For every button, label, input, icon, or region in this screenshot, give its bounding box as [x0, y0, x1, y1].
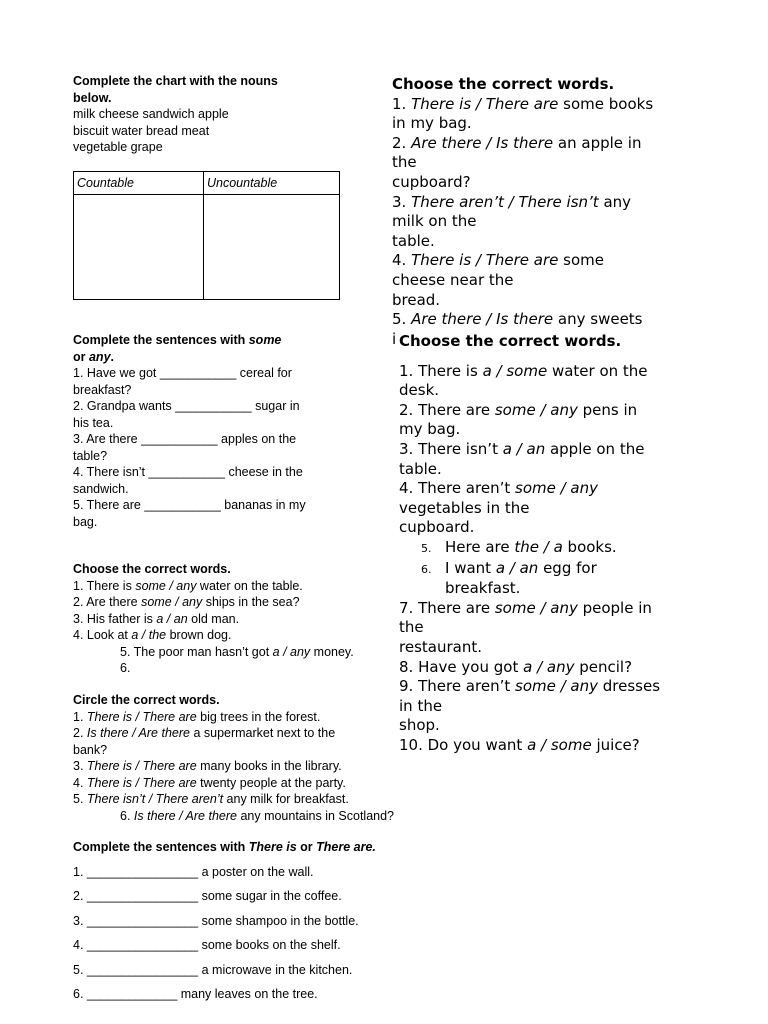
exercise-line: bag.: [73, 514, 98, 529]
exercise-line: 3. There isn’t a / an apple on the: [399, 439, 645, 458]
exercise-line: 3. There is / There are many books in the library.: [73, 759, 342, 773]
section-title: or any.: [73, 349, 115, 364]
exercise-line: desk.: [399, 381, 440, 400]
exercise-line: bread.: [392, 290, 441, 309]
exercise-line: cupboard?: [392, 172, 471, 191]
right-exercise-1: [392, 75, 692, 344]
section-title: Choose the correct words.: [392, 75, 615, 93]
exercise-line: 1. There is / There are some books: [392, 94, 654, 113]
section-title: Choose the correct words.: [399, 332, 622, 350]
exercise-line: 6. Is there / Are there any mountains in Scotland?: [120, 808, 395, 823]
exercise-line: bank?: [73, 742, 108, 757]
exercise-line: cupboard.: [399, 518, 475, 537]
exercise-line: 6. I want a / an egg for: [421, 558, 597, 577]
exercise-line: table?: [73, 448, 108, 463]
exercise-line: 10. Do you want a / some juice?: [399, 735, 640, 754]
exercise-line: 3. His father is a / an old man.: [73, 611, 240, 626]
exercise-line: 1. There is a / some water on the: [399, 361, 648, 380]
exercise-line: 5. There isn’t / There aren’t any milk for breakfast.: [73, 792, 349, 806]
exercise-line: 5. Here are the / a books.: [421, 537, 617, 556]
exercise-line: my bag.: [399, 420, 461, 439]
section-title: below.: [73, 90, 112, 105]
exercise-line: shop.: [399, 716, 440, 735]
exercise-line: 9. There aren’t some / any dresses: [399, 677, 661, 696]
uncountable-header: Uncountable: [204, 172, 340, 195]
exercise-line: 2. There are some / any pens in: [399, 400, 638, 419]
exercise-line: cheese near the: [392, 270, 514, 289]
exercise-line: 3. Are there ___________ apples on the: [73, 432, 297, 446]
exercise-line: 3. ________________ some shampoo in the bottle.: [73, 913, 359, 928]
exercise-line: 6.: [120, 661, 131, 675]
exercise-line: 5. The poor man hasn’t got a / any money.: [120, 644, 354, 659]
exercise-line: 2. Grandpa wants ___________ sugar in: [73, 399, 300, 413]
exercise-line: 4. There is / There are twenty people at the party.: [73, 775, 346, 790]
right-exercise-2: [399, 332, 699, 755]
exercise-line: 5. ________________ a microwave in the kitchen.: [73, 962, 353, 977]
noun-list: biscuit water bread meat: [73, 123, 210, 138]
exercise-line: his tea.: [73, 415, 114, 430]
exercise-line: the: [392, 153, 417, 172]
exercise-line: 3. There aren’t / There isn’t any: [392, 192, 632, 211]
exercise-line: 4. ________________ some books on the shelf.: [73, 938, 341, 952]
exercise-line: 4. Look at a / the brown dog.: [73, 628, 232, 642]
exercise-line: 4. There aren’t some / any: [399, 479, 598, 498]
noun-chart-table: [73, 171, 340, 300]
exercise-line: 7. There are some / any people in: [399, 598, 652, 617]
exercise-line: 1. There is some / any water on the table.: [73, 578, 303, 593]
section-title: Complete the sentences with some: [73, 333, 282, 347]
exercise-line: 5. There are ___________ bananas in my: [73, 498, 306, 512]
exercise-line: table.: [392, 231, 435, 250]
chart-exercise: [73, 73, 393, 156]
there-is-are-exercise: [73, 839, 413, 1003]
exercise-line: restaurant.: [399, 637, 482, 656]
exercise-line: 8. Have you got a / any pencil?: [399, 657, 633, 676]
exercise-line: table.: [399, 459, 442, 478]
exercise-line: vegetables in the: [399, 498, 530, 517]
section-title: Complete the chart with the nouns: [73, 74, 278, 88]
circle-words-exercise: [73, 692, 423, 824]
noun-list: vegetable grape: [73, 140, 163, 154]
exercise-line: 2. Are there / Is there an apple in: [392, 133, 642, 152]
exercise-line: in my bag.: [392, 114, 472, 133]
uncountable-cell[interactable]: [204, 195, 340, 300]
exercise-line: 5. Are there / Is there any sweets: [392, 310, 643, 329]
exercise-line: breakfast.: [445, 579, 521, 598]
exercise-line: 6. _____________ many leaves on the tree.: [73, 987, 318, 1001]
exercise-line: 4. There is / There are some: [392, 251, 604, 270]
exercise-line: 4. There isn’t ___________ cheese in the: [73, 465, 303, 479]
exercise-line: 1. There is / There are big trees in the forest.: [73, 709, 321, 724]
exercise-line: the: [399, 618, 424, 637]
exercise-line: in the: [399, 696, 443, 715]
section-title: Circle the correct words.: [73, 693, 220, 707]
exercise-line: milk on the: [392, 212, 477, 231]
exercise-line: 1. Have we got ___________ cereal for: [73, 366, 292, 380]
choose-words-exercise: [73, 561, 403, 677]
exercise-line: 1. ________________ a poster on the wall.: [73, 864, 314, 879]
exercise-line: 2. ________________ some sugar in the coffee.: [73, 889, 342, 903]
clipped-line: i: [392, 329, 397, 344]
noun-list: milk cheese sandwich apple: [73, 107, 229, 121]
some-any-exercise: [73, 332, 393, 530]
section-title: Choose the correct words.: [73, 562, 231, 576]
countable-cell[interactable]: [74, 195, 204, 300]
countable-header: Countable: [74, 172, 204, 195]
exercise-line: breakfast?: [73, 382, 132, 397]
section-title: Complete the sentences with There is or There are.: [73, 840, 376, 854]
exercise-line: 2. Are there some / any ships in the sea?: [73, 595, 300, 609]
exercise-line: sandwich.: [73, 481, 129, 496]
exercise-line: 2. Is there / Are there a supermarket next to the: [73, 726, 336, 740]
